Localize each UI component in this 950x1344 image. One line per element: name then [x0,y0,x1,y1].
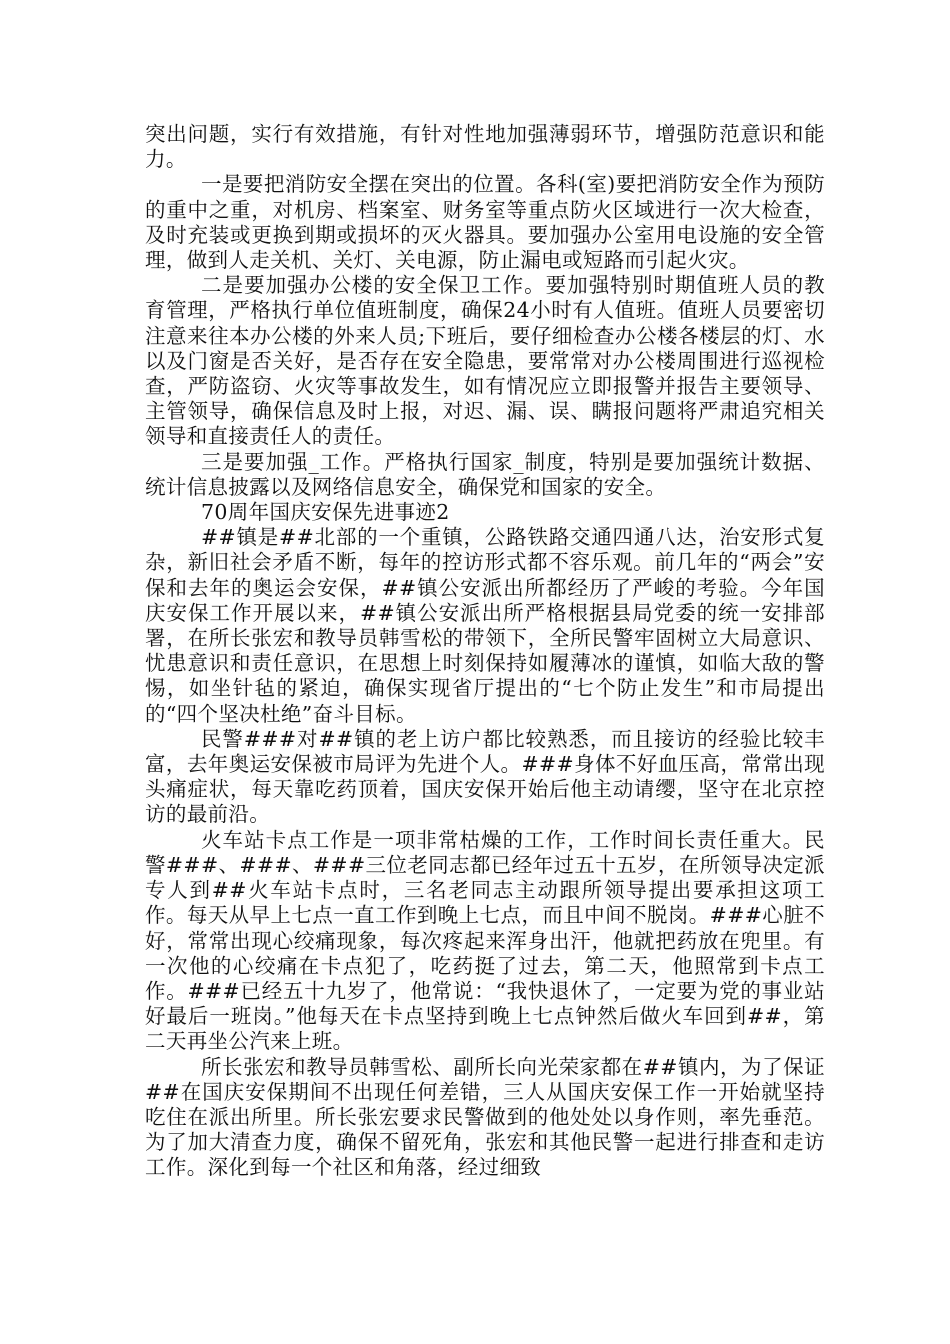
paragraph-information-security: 三是要加强_工作。严格执行国家_制度，特别是要加强统计数据、统计信息披露以及网络信息安全，确保党和国家的安全。 [145,449,825,499]
paragraph-continuation: 突出问题，实行有效措施，有针对性地加强薄弱环节，增强防范意识和能力。 [145,122,825,172]
document-body [145,122,825,1181]
section-heading: 70周年国庆安保先进事迹2 [201,500,450,525]
paragraph-railway-checkpoint: 火车站卡点工作是一项非常枯燥的工作，工作时间长责任重大。民警###、###、###三位老同志都已经年过五十五岁，在所领导决定派专人到##火车站卡点时，三名老同志主动跟所领导提出要承担这项工作。每天从早上七点一直工作到晚上七点，而且中间不脱岗。###心脏不好，常常出现心绞痛现象，每次疼起来浑身出汗，他就把药放在兜里。有一次他的心绞痛在卡点犯了，吃药挺了过去，第二天，他照常到卡点工作。###已经五十九岁了，他常说：“我快退休了，一定要为党的事业站好最后一班岗。”他每天在卡点坚持到晚上七点钟然后做火车回到##，第二天再坐公汽来上班。 [145,827,825,1054]
paragraph-office-security: 二是要加强办公楼的安全保卫工作。要加强特别时期值班人员的教育管理，严格执行单位值班制度，确保24小时有人值班。值班人员要密切注意来往本办公楼的外来人员;下班后，要仔细检查办公楼各楼层的灯、水以及门窗是否关好，是否存在安全隐患，要常常对办公楼周围进行巡视检查，严防盗窃、火灾等事故发生，如有情况应立即报警并报告主要领导、主管领导，确保信息及时上报，对迟、漏、误、瞒报问题将严肃追究相关领导和直接责任人的责任。 [145,273,825,449]
paragraph-town-overview: ##镇是##北部的一个重镇，公路铁路交通四通八达，治安形式复杂，新旧社会矛盾不断，每年的控访形式都不容乐观。前几年的“两会”安保和去年的奥运会安保，##镇公安派出所都经历了严峻的考验。今年国庆安保工作开展以来，##镇公安派出所严格根据县局党委的统一安排部署，在所长张宏和教导员韩雪松的带领下，全所民警牢固树立大局意识、忧患意识和责任意识，在思想上时刻保持如履薄冰的谨慎，如临大敌的警惕，如坐针毡的紧迫，确保实现省厅提出的“七个防止发生”和市局提出的“四个坚决杜绝”奋斗目标。 [145,525,825,726]
paragraph-officer-petition: 民警###对##镇的老上访户都比较熟悉，而且接访的经验比较丰富，去年奥运安保被市局评为先进个人。###身体不好血压高，常常出现头痛症状，每天靠吃药顶着，国庆安保开始后他主动请缨，坚守在北京控访的最前沿。 [145,726,825,827]
paragraph-fire-safety: 一是要把消防安全摆在突出的位置。各科(室)要把消防安全作为预防的重中之重，对机房、档案室、财务室等重点防火区域进行一次大检查，及时充装或更换到期或损坏的灭火器具。要加强办公室用电设施的安全管理，做到人走关机、关灯、关电源，防止漏电或短路而引起火灾。 [145,172,825,273]
paragraph-leadership: 所长张宏和教导员韩雪松、副所长向光荣家都在##镇内，为了保证##在国庆安保期间不出现任何差错，三人从国庆安保工作一开始就坚持吃住在派出所里。所长张宏要求民警做到的他处处以身作则，率先垂范。为了加大清查力度，确保不留死角，张宏和其他民警一起进行排查和走访工作。深化到每一个社区和角落，经过细致 [145,1054,825,1180]
